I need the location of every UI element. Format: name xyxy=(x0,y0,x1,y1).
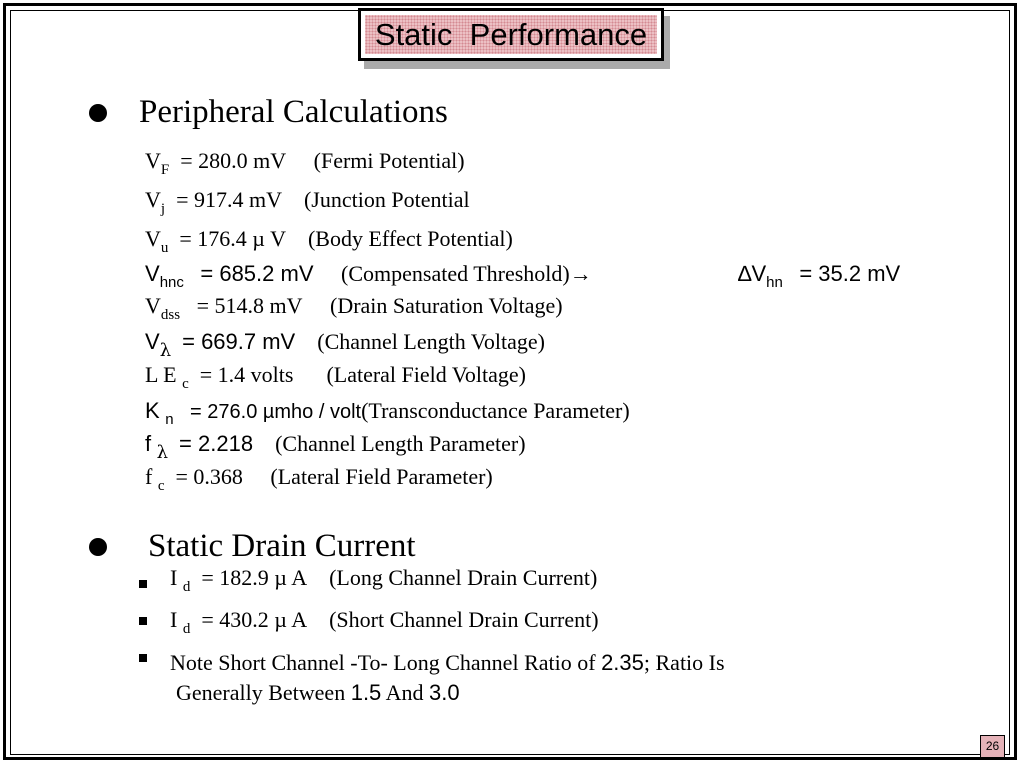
param-row: $V_F = 280.0$ mV (Fermi Potential) xyxy=(145,148,465,178)
param-row: L E $_c$ = 1.4 volts (Lateral Field Voltage) xyxy=(145,362,527,392)
bullet-icon xyxy=(89,104,107,122)
delta-vhn: $\Delta V_{hn}$ = 35.2 mV xyxy=(738,261,901,291)
slide-title: Static Performance xyxy=(374,17,648,52)
current-row: I $_d$ = 430.2 µ A (Short Channel Drain Current) xyxy=(170,607,599,637)
note-line-1: Note Short Channel -To- Long Channel Ratio of 2.35; Ratio Is xyxy=(170,650,725,675)
current-row: I $_d$ = 182.9 µ A (Long Channel Drain Current) xyxy=(170,565,598,595)
square-bullet-icon xyxy=(139,617,147,625)
param-row: $V_j = 917.4$ mV (Junction Potential xyxy=(145,187,470,217)
square-bullet-icon xyxy=(139,580,147,588)
square-bullet-icon xyxy=(139,654,147,662)
param-row: $V_{dss}$ = 514.8 mV (Drain Saturation Voltage) xyxy=(145,293,563,323)
param-row: $V_\lambda = 669.7$ mV (Channel Length Voltage) xyxy=(145,329,545,361)
param-row: K $_n$ = 276.0 µmho / volt(Transconductance Parameter) xyxy=(145,398,630,428)
title-box xyxy=(358,8,664,61)
section-heading-drain-current: Static Drain Current xyxy=(148,528,416,564)
param-row: f $_c$ = 0.368 (Lateral Field Parameter) xyxy=(145,464,493,494)
page-number: 26 xyxy=(980,735,1005,758)
note-line-2: Generally Between 1.5 And 3.0 xyxy=(176,680,460,705)
section-heading-peripheral: Peripheral Calculations xyxy=(139,94,448,130)
param-row: $V_{hnc}$ = 685.2 mV (Compensated Threshold)→ xyxy=(145,261,592,291)
param-row: $V_u = 176.4$ µ V (Body Effect Potential) xyxy=(145,226,513,256)
arrow-right-icon: → xyxy=(569,261,592,286)
bullet-icon xyxy=(89,538,107,556)
param-row: f $_\lambda$ = 2.218 (Channel Length Parameter) xyxy=(145,431,526,463)
